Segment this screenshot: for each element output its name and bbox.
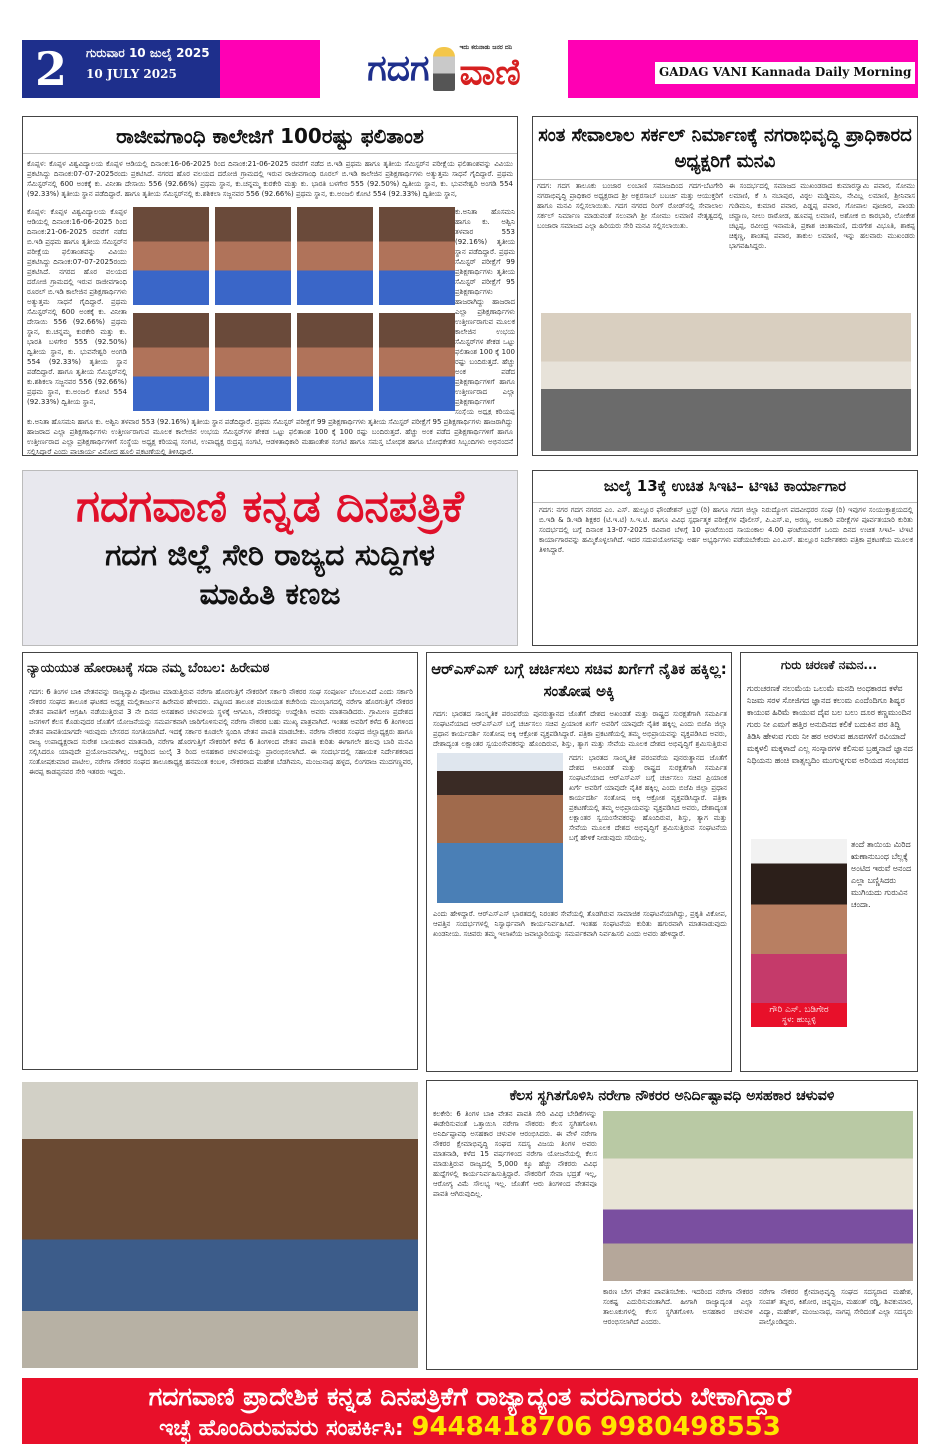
poet-place: ಸ್ಥಳ: ಹುಬ್ಬಳ್ಳಿ — [782, 1015, 816, 1024]
poet-caption — [751, 1003, 847, 1027]
protest-photo-left — [22, 1082, 418, 1368]
student-photo — [379, 313, 455, 411]
date-box — [80, 40, 220, 98]
ad-line-2 — [22, 1412, 918, 1442]
date-kannada: ಗುರುವಾರ 10 ಜುಲೈ 2025 — [86, 46, 210, 60]
banner-line-3: ಮಾಹಿತಿ ಕಣಜ — [199, 577, 341, 612]
page-number: 2 — [22, 40, 80, 98]
article-body-right: ಈ ಸಂದರ್ಭದಲ್ಲಿ ಸಮಾಜದ ಮುಖಂಡರಾದ ಕುಮಾರಸ್ವಾಮಿ ಪವಾರ, ಸೋಮು ಲಮಾಣಿ, ಕೆ ಸಿ ನಬಾಪುರ, ವಿಠ್ಠಲ ಮಡ್ಡಿಮನಿ, ನೇವಿಬ್ಲ ಲಮಾಣಿ, ಶ್ರೀನಿವಾಸ ಗುಡಿಮನಿ, ಕುಮಾರ ಪವಾರ, ಪಿಡ್ಡಪ್ಪ ಪವಾರ, ಗೋಪಾಲ ಪೂಜಾರ, ಪಾಂಡು ಚವ್ಹಾಣ, ನೀಲು ರಾಠೋಡ, ಹೂವಪ್ಪ ಲಮಾಣಿ, ಅಶೋಕ ಬಿ ಕಾರಭಾರಿ, ಲೋಕೇಶ ಚಟ್ಟಪ್ಪ, ರವೀಂದ್ರ ಇನಾಮತಿ, ಪ್ರಕಾಶ ಚಿಂತಾಮಣಿ, ದುರಗೇಶ ವಿಭೂತಿ, ಶಾಕಪ್ಪ ಚಿಕ್ಕಣ್ಣ, ಶಾಂತಪ್ಪ ಪವಾರ, ತಾಕುಲ ಲಮಾಣಿ, ಇನ್ನು ಹಲವಾರು ಮುಖಂಡರು ಭಾಗವಹಿಸಿದ್ದರು. — [729, 182, 915, 250]
article-body-right-col: ಕು.ಅನಿತಾ ಹೊಸಮನಿ ಹಾಗೂ ಕು. ಅಶ್ವಿನಿ ತಳವಾರ 553 (92.16%) ತೃತೀಯ ಸ್ಥಾನ ಪಡೆದಿದ್ದಾರೆ. ಪ್ರಥಮ ಸೆಮಿಸ್ಟರ್ ಪರೀಕ್ಷೆಗೆ 99 ಪ್ರಶಿಕ್ಷಣಾರ್ಥಿಗಳು ತೃತೀಯ ಸೆಮಿಸ್ಟರ್ ಪರೀಕ್ಷೆಗೆ 95 ಪ್ರಶಿಕ್ಷಣಾರ್ಥಿಗಳು ಹಾಜರಾಗಿದ್ದು ಹಾಜರಾದ ಎಲ್ಲಾ ಪ್ರಶಿಕ್ಷಣಾರ್ಥಿಗಳು ಉತ್ತೀರ್ಣರಾಗುವ ಮೂಲಕ ಕಾಲೇಜಿನ ಉಭಯ ಸೆಮಿಸ್ಟರ್‌ಗಳ ಶೇಕಡ ಒಟ್ಟು ಫಲಿತಾಂಶ 100 ಕ್ಕೆ 100 ರಷ್ಟು ಬಂದಿರುತ್ತದೆ. ಹೆಚ್ಚು ಅಂಕ ಪಡೆದ ಪ್ರಶಿಕ್ಷಣಾರ್ಥಿಗಳಿಗೆ ಹಾಗೂ ಉತ್ತೀರ್ಣರಾದ ಎಲ್ಲಾ ಪ್ರಶಿಕ್ಷಣಾರ್ಥಿಗಳಿಗೆ ಸಂಸ್ಥೆಯ ಅಧ್ಯಕ್ಷ ಕರಿಯಪ್ಪ — [455, 208, 515, 415]
article-body-side: ಗದಗ: ಭಾರತದ ಸಾಂಸ್ಕೃತಿಕ ಪರಂಪರೆಯ ಪುನರುತ್ಥಾನದ ಜೊತೆಗೆ ದೇಶದ ಅಖಂಡತೆ ಮತ್ತು ರಾಷ್ಟ್ರದ ಸುರಕ್ಷತೆಗಾಗಿ ಸಮರ್ಪಿತ ಸಂಘಟನೆಯಾದ ಆರ್‌ಎಸ್‌ಎಸ್ ಬಗ್ಗೆ ಚರ್ಚಿಸಲು ಸಚಿವ ಪ್ರಿಯಾಂಕ ಖರ್ಗೆ ಅವರಿಗೆ ಯಾವುದೇ ನೈತಿಕ ಹಕ್ಕಿಲ್ಲ ಎಂದು ಬಿಜೆಪಿ ಜಿಲ್ಲಾ ಪ್ರಧಾನ ಕಾರ್ಯದರ್ಶಿ ಸಂತೋಷ ಅಕ್ಕಿ ಆಕ್ರೋಶ ವ್ಯಕ್ತಪಡಿಸಿದ್ದಾರೆ. ಪತ್ರಿಕಾ ಪ್ರಕಟಣೆಯಲ್ಲಿ ತಮ್ಮ ಅಭಿಪ್ರಾಯವನ್ನು ವ್ಯಕ್ತಪಡಿಸಿದ ಅವರು, ದೇಶಾದ್ಯಂತ ಲಕ್ಷಾಂತರ ಸ್ವಯಂಸೇವಕರನ್ನು ಹೊಂದಿರುವ, ಶಿಸ್ತು, ತ್ಯಾಗ ಮತ್ತು ಸೇವೆಯ ಮೂಲಕ ದೇಶದ ಅಭಿವೃದ್ಧಿಗೆ ಶ್ರಮಿಸುತ್ತಿರುವ ಸಂಘಟನೆಯ ಬಗ್ಗೆ ಹೇಳಿಕೆ ನೀಡುವುದು ಸರಿಯಲ್ಲ. — [569, 754, 727, 842]
student-photos — [131, 207, 451, 415]
santosh-akki-photo — [437, 753, 563, 903]
ad-phone-1: 9448418706 — [411, 1412, 593, 1442]
article-body-left-col: ಕೊಪ್ಪಳ: ಕೊಪ್ಪಳ ವಿಶ್ವವಿದ್ಯಾಲಯ ಕೊಪ್ಪಳ ಆಡಿಯಲ್ಲಿ ದಿನಾಂಕ:16-06-2025 ರಿಂದ ದಿನಾಂಕ:21-06-2025 ರವರೆಗೆ ನಡೆದ ಬಿ.ಇಡಿ ಪ್ರಥಮ ಹಾಗೂ ತೃತೀಯ ಸೆಮಿಸ್ಟರ್‌ನ ಪರೀಕ್ಷೆಯ ಫಲಿತಾಂಶವನ್ನು ವಿವಿಯು ಪ್ರಕಟಿಸಿದ್ದು ದಿನಾಂಕ:07-07-2025ರಂದು ಪ್ರಕಟಿಸಿದೆ. ನಗರದ ಹೊರ ವಲಯದ ದರೋಜಿ ಗ್ರಾಮದಲ್ಲಿ ಇರುವ ರಾಜೀವಗಾಂಧಿ ರೂರಲ್ ಬಿ.ಇಡಿ ಕಾಲೇಜಿನ ಪ್ರಶಿಕ್ಷಣಾರ್ಥಿಗಳು ಅತ್ಯುತ್ತಮ ಸಾಧನೆ ಗೈದಿದ್ದಾರೆ. ಪ್ರಥಮ ಸೆಮಿಸ್ಟರ್‌ನಲ್ಲಿ 600 ಅಂಕಕ್ಕೆ ಕು. ವಿನೀತಾ ದೇಸಾಯಿ 556 (92.66%) ಪ್ರಥಮ ಸ್ಥಾನ, ಕು.ಚನ್ನಮ್ಮ ಕುರಕೇರಿ ಮತ್ತು ಕು. ಭಾರತಿ ಬಳಗೇರ 555 (92.50%) ದ್ವಿತೀಯ ಸ್ಥಾನ, ಕು. ಭುವನೇಶ್ವರಿ ಅಂಗಡಿ 554 (92.33%) ತೃತೀಯ ಸ್ಥಾನ ಪಡೆದಿದ್ದಾರೆ. ಹಾಗೂ ತೃತೀಯ ಸೆಮಿಸ್ಟರ್‌ನಲ್ಲಿ ಕು.ಶಶಿಕಲಾ ಸಜ್ಜನವರ 556 (92.66%) ಪ್ರಥಮ ಸ್ಥಾನ, ಕು.ಅಂಜಲಿ ಕೋಟಿ 554 (92.33%) ದ್ವಿತೀಯ ಸ್ಥಾನ, — [27, 208, 127, 406]
paper-name: GADAG VANI Kannada Daily Morning — [655, 62, 915, 84]
article-cet-tet-workshop — [532, 470, 918, 646]
logo-tagline: ಇದು ಕರುನಾಡು ಜನರ ದನಿ — [459, 44, 513, 51]
banner-line-2: ಗದಗ ಜಿಲ್ಲೆ ಸೇರಿ ರಾಜ್ಯದ ಸುದ್ದಿಗಳ — [105, 538, 435, 573]
protest-photo-right — [603, 1111, 913, 1281]
article-body-bottom: ಎಂದು ಹೇಳಿದ್ದಾರೆ. ಆರ್‌ಎಸ್‌ಎಸ್ ಭಾರತದಲ್ಲಿ ನಿರಂತರ ಸೇವೆಯಲ್ಲಿ ತೊಡಗಿರುವ ಸಾಮಾಜಿಕ ಸಂಘಟನೆಯಾಗಿದ್ದು, ಪ್ರಕೃತಿ ವಿಕೋಪ, ಆಪತ್ತಿನ ಸಂದರ್ಭಗಳಲ್ಲಿ ನಿಸ್ವಾರ್ಥವಾಗಿ ಕಾರ್ಯನಿರ್ವಹಿಸಿದೆ. ಇಂತಹ ಸಂಘಟನೆಯ ಕುರಿತು ಹಗುರವಾಗಿ ಮಾತನಾಡುವುದು ಖಂಡನೀಯ. ಸಚಿವರು ತಮ್ಮ ಇಲಾಖೆಯ ಜವಾಬ್ದಾರಿಯನ್ನು ಸಮರ್ಪಕವಾಗಿ ನಿರ್ವಹಿಸಲಿ ಎಂದು ಅವರು ಹೇಳಿದ್ದಾರೆ. — [433, 910, 727, 938]
logo-left: ಗದಗ — [367, 48, 430, 89]
statue-icon — [433, 47, 455, 91]
article-body-bottom: ಕು.ಅನಿತಾ ಹೊಸಮನಿ ಹಾಗೂ ಕು. ಅಶ್ವಿನಿ ತಳವಾರ 553 (92.16%) ತೃತೀಯ ಸ್ಥಾನ ಪಡೆದಿದ್ದಾರೆ. ಪ್ರಥಮ ಸೆಮಿಸ್ಟರ್ ಪರೀಕ್ಷೆಗೆ 99 ಪ್ರಶಿಕ್ಷಣಾರ್ಥಿಗಳು ತೃತೀಯ ಸೆಮಿಸ್ಟರ್ ಪರೀಕ್ಷೆಗೆ 95 ಪ್ರಶಿಕ್ಷಣಾರ್ಥಿಗಳು ಹಾಜರಾಗಿದ್ದು ಹಾಜರಾದ ಎಲ್ಲಾ ಪ್ರಶಿಕ್ಷಣಾರ್ಥಿಗಳು ಉತ್ತೀರ್ಣರಾಗುವ ಮೂಲಕ ಕಾಲೇಜಿನ ಉಭಯ ಸೆಮಿಸ್ಟರ್‌ಗಳ ಶೇಕಡ ಒಟ್ಟು ಫಲಿತಾಂಶ 100 ಕ್ಕೆ 100 ರಷ್ಟು ಬಂದಿರುತ್ತದೆ. ಹೆಚ್ಚು ಅಂಕ ಪಡೆದ ಪ್ರಶಿಕ್ಷಣಾರ್ಥಿಗಳಿಗೆ ಹಾಗೂ ಉತ್ತೀರ್ಣರಾದ ಎಲ್ಲಾ ಪ್ರಶಿಕ್ಷಣಾರ್ಥಿಗಳಿಗೆ ಸಂಸ್ಥೆಯ ಅಧ್ಯಕ್ಷ ಕರಿಯಪ್ಪ ಸಂಗಟಿ, ಉಪಾಧ್ಯಕ್ಷ ರುದ್ರಪ್ಪ ಸಂಗಟಿ, ಆಡಳಿತಾಧಿಕಾರಿ ಮಹಾಂತೇಶ ಸಂಗಟಿ ಹಾಗೂ ಸಮಸ್ತ ಬೋಧಕ ಹಾಗೂ ಬೋಧಕೇತರ ಸಿಬ್ಬಂದಿಗಳು ಅಭಿನಂದನೆ ಸಲ್ಲಿಸಿದ್ದಾರೆ ಎಂದು ಪ್ರಾಚಾರ್ಯ ವಿನೋದ ಹೂಲಿ ಪ್ರಕಟಣೆಯಲ್ಲಿ ತಿಳಿಸಿದ್ದಾರೆ. — [27, 418, 513, 455]
article-headline: ಕೆಲಸ ಸ್ಥಗಿತಗೊಳಿಸಿ ನರೇಗಾ ನೌಕರರ ಅನಿರ್ದಿಷ್ಟಾವಧಿ ಅಸಹಕಾರ ಚಳುವಳಿ — [509, 1088, 835, 1104]
article-body-left: ಗದಗ: ಗದಗ ತಾಲೂಕು ಬಂಜಾರ ಲಂಬಾಣಿ ಸಮಾಜದಿಂದ ಗದಗ-ಬೆಟಗೇರಿ ನಗರಾಭಿವೃದ್ಧಿ ಪ್ರಾಧಿಕಾರ ಅಧ್ಯಕ್ಷರಾದ ಶ್ರೀ ಅಕ್ಬರಸಾಬ್ ಬಬರ್ಚಿ ಮತ್ತು ಆಯುಕ್ತರಿಗೆ ಹಾಗೂ ಮನವಿ ಸಲ್ಲಿಸಲಾಯಿತು. ಗದಗ ನಗರದ ರಿಂಗ್ ರೋಡ್‌ನಲ್ಲಿ ಸೇವಾಲಾಲ ಸರ್ಕಲ್ ನಿರ್ಮಾಣ ಮಾಡುವಂತೆ ಸಲುವಾಗಿ ಶ್ರೀ ಸೋಮು ಲಮಾಣಿ ನೇತೃತ್ವದಲ್ಲಿ ಬಂಜಾರಾ ಸಮಾಜದ ಎಲ್ಲಾ ಹಿರಿಯರು ಸೇರಿ ಮನವಿ ಸಲ್ಲಿಸಲಾಯಿತು. — [537, 182, 723, 230]
logo-right: ವಾಣಿ — [459, 52, 521, 93]
article-nrega-protest — [426, 1080, 918, 1370]
banner-line-1: ಗದಗವಾಣಿ ಕನ್ನಡ ದಿನಪತ್ರಿಕೆ — [76, 481, 464, 532]
student-photo — [297, 313, 373, 411]
student-photo — [133, 313, 209, 411]
article-body: ಗದಗ: ನಗರ ಗದಗ ನಗರದ ಎಂ. ಎಸ್. ಹುಲ್ಲೂರ ಫೌಂಡೇಶನ್ ಟ್ರಸ್ಟ್ (ರಿ) ಹಾಗೂ ಗದಗ ಜಿಲ್ಲಾ ನಿರುದ್ಯೋಗ ಪದವೀಧರರ ಸಂಘ (ರಿ) ಇವುಗಳ ಸಂಯುಕ್ತಾಶ್ರಯದಲ್ಲಿ ಬಿ.ಇಡಿ & ಡಿ.ಇಡಿ ಶಿಕ್ಷಕರ (ಟಿ.ಇ.ಟಿ) ಸಿ.ಇ.ಟಿ. ಹಾಗೂ ವಿವಿಧ ಸ್ಪರ್ಧಾತ್ಮಕ ಪರೀಕ್ಷೆಗಳ ಪೊಲೀಸ್, ಪಿ.ಎಸ್.ಐ, ಅರಣ್ಯ, ಅಬಕಾರಿ ಪರೀಕ್ಷೆಗಳ ಪೂರ್ವತಯಾರಿ ಕುರಿತು ಸಂದರ್ಭದಲ್ಲಿ ಬಗ್ಗೆ ದಿನಾಂಕ 13-07-2025 ರವಿವಾರ ಬೆಳಿಗ್ಗೆ 10 ಘಂಟೆಯಿಂದ ಸಾಯಂಕಾಲ 4.00 ಘಂಟೆಯವರೆಗೆ ಒಂದು ದಿನದ ಉಚಿತ ಸಿಇಟಿ– ಟಿಇಟಿ ಕಾರ್ಯಾಗಾರವನ್ನು ಹಮ್ಮಿಕೊಳ್ಳಲಾಗಿದೆ. ಇದರ ಸದುಪಯೋಗವನ್ನು ಅರ್ಹ ಅಭ್ಯರ್ಥಿಗಳು ಪಡೆಯಬೇಕೆಂದು ಎಂ.ಎಸ್. ಹುಲ್ಲೂರ ನಿರ್ದೇಶಕರು ಪತ್ರಿಕಾ ಪ್ರಕಟಣೆಯ ಮೂಲಕ ತಿಳಿಸಿದ್ದಾರೆ. — [539, 506, 913, 554]
article-body: ಗದಗ: 6 ತಿಂಗಳ ಬಾಕಿ ವೇತನವನ್ನು ರಾಜ್ಯವ್ಯಾಪಿ ಪೋರಾಟ ಮಾಡುತ್ತಿರುವ ನರೇಗಾ ಹೊರಗುತ್ತಿಗೆ ನೌಕರರಿಗೆ ಸರ್ಕಾರಿ ನೌಕರರ ಸಂಘ ಸಂಪೂರ್ಣ ಬೆಂಬಲವಿದೆ ಎಂದು ಸರ್ಕಾರಿ ನೌಕರರ ಸಂಘದ ತಾಲೂಕ ಘಟಕದ ಅಧ್ಯಕ್ಷ ಮಲ್ಲಿಕಾರ್ಜುನ ಹಿರೇಮಠ ಹೇಳಿದರು. ಪಟ್ಟಣದ ತಾಲೂಕ ಪಂಚಾಯತ ಕಚೇರಿಯ ಮುಂಭಾಗದಲ್ಲಿ ನರೇಗಾ ಹೊರಗುತ್ತಿಗೆ ನೌಕರರ ವೇತನ ಪಾವತಿಗೆ ಆಗ್ರಹಿಸಿ ನಡೆಯುತ್ತಿರುವ 3 ನೇ ದಿನದ ಅಸಹಕಾರ ಚಳುವಳಿಯ ಸ್ಥಳಕ್ಕೆ ಆಗಮಿಸಿ, ನೌಕರರನ್ನು ಉದ್ದೇಶಿಸಿ ಅವರು ಮಾತನಾಡಿದರು. ಗ್ರಾಮೀಣ ಪ್ರದೇಶದ ಜನಗಳಿಗೆ ಕೆಲಸ ಕೊಡುವುದರ ಜೊತೆಗೆ ಯೋಜನೆಯನ್ನು ಸಮರ್ಪಕವಾಗಿ ಜಾರಿಗೊಳಿಸುವಲ್ಲಿ ನರೇಗಾ ನೌಕರರ ಬಹು ಮುಖ್ಯ ಪಾತ್ರವಾಗಿದೆ. ಇಂತಹ ಅವರಿಗೆ ಕಳೆದ 6 ತಿಂಗಳಿಂದ ವೇತನ ಪಾವತಿಯಾಗದೇ ಇರುವುದು ಬೇಸರದ ಸಂಗತಿಯಾಗಿದೆ. ಇದಕ್ಕೆ ಸರ್ಕಾರ ಕೂಡಲೇ ಸ್ಪಂದಿಸಿ ವೇತನ ಪಾವತಿ ಮಾಡಬೇಕು. ನರೇಗಾ ನೌಕರರ ಸಂಘದ ಜಿಲ್ಲಾಧ್ಯಕ್ಷರು ಹಾಗೂ ರಾಜ್ಯ ಉಪಾಧ್ಯಕ್ಷರಾದ ಸುರೇಶ ಬಾಯಕಾರ ಮಾತನಾಡಿ, ನರೇಗಾ ಹೊರಗುತ್ತಿಗೆ ನೌಕರರಿಗೆ ಕಳೆದ 6 ತಿಂಗಳಿಂದ ವೇತನ ಪಾವತಿ ಕುರಿತು ಈಗಾಗಲೇ ಹಲವು ಬಾರಿ ಮನವಿ ಸಲ್ಲಿಸಿದರೂ ಯಾವುದೇ ಪ್ರಯೋಜನವಾಗಿಲ್ಲ. ಆದ್ದರಿಂದ ಜುಲೈ 3 ರಿಂದ ಅಸಹಕಾರ ಚಳುವಳಿಯನ್ನು ಪ್ರಾರಂಭಿಸಲಾಗಿದೆ. ಈ ಸಂದರ್ಭದಲ್ಲಿ ಸಹಾಯಕ ನಿರ್ದೇಶಕರಾದ ಸಂತೋಷಕುಮಾರ ಪಾಟೀಲ, ನರೇಗಾ ನೌಕರರ ಸಂಘದ ತಾಲೂಕಾಧ್ಯಕ್ಷ ಹನಮಂತ ಕಂಬಳಿ, ನೌಕರರಾದ ಮಹೇಶ ಬೆಡಗಿಮನಿ, ಮಂಜುನಾಥ ಹಳ್ಳದ, ಲಿಂಗರಾಜ ಮುದಗಣ್ಣವರ, ಈರಪ್ಪ ಕಾಡಪ್ಪನವರ ಸೇರಿ ಇತರರು ಇದ್ದರು. — [29, 688, 413, 776]
poem-text: ಗುರುಚರಣಕೆ ನಲುಮೆಯ ಒಲುಮೆ ಮನದಿ ಅಂಧಕಾರದ ಕಳೆವ ನಿಜಮ ಸರಳ ಸೋಜಿಗದ ಜ್ಞಾನದ ಕಲುಮ ಎಂದೆಂದಿಗೂ ಶಿಷ್ಯರ ಕಾಯುವ ಹಿರಿಮೆ ಕಾಯುವ ದೈವ ಬಲ ಬಲು ದೂರ ಕಣ್ಣಮುಂದಿನ ಗುರು ನೀ ಎಮಗೆ ಹತ್ತಿರ ಅನುದಿನದ ಕಲಿಕೆ ಬದುಕಿನ ಪರ ತಿದ್ದಿ ತಿಡಿಸಿ ಹೇಳುವ ಗುರು ನೀ ಹರ ಅರಳುವ ಹೂವಗಳಿಗೆ ರವಿಯಾದೆ ಮಕ್ಕಳಲಿ ಮಕ್ಕಳಾದೆ ಎಲ್ಲ ಸಂಸ್ಕಾರಗಳ ಕಲಿಸುವ ಬ್ರಹ್ಮನಾದೆ ಜ್ಞಾನದ ನಿಧಿಯನು ಹಂಚಿ ವಾತ್ಸಲ್ಯದಿಂ ಮುಗುಳ್ನಗುವ ಅರಿಯದ ಸಂಭವದ — [747, 684, 913, 765]
article-college-result — [22, 116, 518, 456]
date-english: 10 JULY 2025 — [86, 67, 177, 81]
article-body-mid: ಕಾರಣ ಬೇಗ ವೇತನ ಪಾವತಿಸಬೇಕು. ಇದರಿಂದ ನರೇಗಾ ನೌಕರರ ಸಂಕಷ್ಟ ಎದುರಿಸುವಂತಾಗಿದೆ. ಹೀಗಾಗಿ ರಾಜ್ಯಾದ್ಯಂತ ಎಲ್ಲಾ ತಾಲೂಕುಗಳಲ್ಲಿ ಕೆಲಸ ಸ್ಥಗಿತಗೊಳಿಸಿ ಅಸಹಕಾರ ಚಳುವಳಿ ಆರಂಭಿಸಲಾಗಿದೆ ಎಂದರು. — [603, 1288, 753, 1326]
article-rss-santosh — [426, 652, 732, 1072]
student-photo — [133, 207, 209, 305]
article-headline: ಸಂತ ಸೇವಾಲಾಲ ಸರ್ಕಲ್ ನಿರ್ಮಾಣಕ್ಕೆ ನಗರಾಭಿವೃದ್ಧಿ ಪ್ರಾಧಿಕಾರದ ಅಧ್ಯಕ್ಷರಿಗೆ ಮನವಿ — [533, 117, 917, 180]
promo-banner — [22, 470, 518, 646]
article-body-right: ನರೇಗಾ ನೌಕರರ ಕ್ಷೇಮಾಭಿವೃದ್ಧಿ ಸಂಘದ ಸದಸ್ಯರಾದ ಮಹೇಶ, ಸಂಪತ್ ತನ್ನೀರ, ಕಿಶೋರ, ಚಿನ್ನಪ್ಪಜ, ಮಹಂತ್ ರಡ್ಡಿ, ಶಿವಕುಮಾರ, ವಿದ್ಯಾ, ಮಹೇಶ್, ಮಂಜುನಾಥ, ನಾಗಪ್ಪ ಸೇರಿದಂತೆ ಎಲ್ಲಾ ಸದಸ್ಯರು ಪಾಲ್ಗೊಂಡಿದ್ದರು. — [759, 1288, 913, 1326]
reporter-wanted-ad — [22, 1378, 918, 1444]
article-body-top: ಗದಗ: ಭಾರತದ ಸಾಂಸ್ಕೃತಿಕ ಪರಂಪರೆಯ ಪುನರುತ್ಥಾನದ ಜೊತೆಗೆ ದೇಶದ ಅಖಂಡತೆ ಮತ್ತು ರಾಷ್ಟ್ರದ ಸುರಕ್ಷತೆಗಾಗಿ ಸಮರ್ಪಿತ ಸಂಘಟನೆಯಾದ ಆರ್‌ಎಸ್‌ಎಸ್ ಬಗ್ಗೆ ಚರ್ಚಿಸಲು ಸಚಿವ ಪ್ರಿಯಾಂಕ ಖರ್ಗೆ ಅವರಿಗೆ ಯಾವುದೇ ನೈತಿಕ ಹಕ್ಕಿಲ್ಲ ಎಂದು ಬಿಜೆಪಿ ಜಿಲ್ಲಾ ಪ್ರಧಾನ ಕಾರ್ಯದರ್ಶಿ ಸಂತೋಷ ಅಕ್ಕಿ ಆಕ್ರೋಶ ವ್ಯಕ್ತಪಡಿಸಿದ್ದಾರೆ. ಪತ್ರಿಕಾ ಪ್ರಕಟಣೆಯಲ್ಲಿ ತಮ್ಮ ಅಭಿಪ್ರಾಯವನ್ನು ವ್ಯಕ್ತಪಡಿಸಿದ ಅವರು, ದೇಶಾದ್ಯಂತ ಲಕ್ಷಾಂತರ ಸ್ವಯಂಸೇವಕರನ್ನು ಹೊಂದಿರುವ, ಶಿಸ್ತು, ತ್ಯಾಗ ಮತ್ತು ಸೇವೆಯ ಮೂಲಕ ದೇಶದ ಅಭಿವೃದ್ಧಿಗೆ ಶ್ರಮಿಸುತ್ತಿರುವ — [433, 710, 727, 748]
article-headline: ಆರ್‌ಎಸ್‌ಎಸ್ ಬಗ್ಗೆ ಚರ್ಚಿಸಲು ಸಚಿವ ಖರ್ಗೆಗೆ ನೈತಿಕ ಹಕ್ಕಿಲ್ಲ: ಸಂತೋಷ ಅಕ್ಕಿ — [431, 660, 727, 700]
article-body-left: ಕಲಕೇರಿ: 6 ತಿಂಗಳ ಬಾಕಿ ವೇತನ ಪಾವತಿ ಸೇರಿ ವಿವಿಧ ಬೇಡಿಕೆಗಳನ್ನು ಈಡೇರಿಸುವಂತೆ ಒತ್ತಾಯಿಸಿ ನರೇಗಾ ನೌಕರರು ಕೆಲಸ ಸ್ಥಗಿತಗೊಳಿಸಿ ಅನಿರ್ದಿಷ್ಟಾವಧಿ ಅಸಹಕಾರ ಚಳುವಳಿ ಆರಂಭಿಸಿದರು. ಈ ವೇಳೆ ನರೇಗಾ ನೌಕರರ ಕ್ಷೇಮಾಭಿವೃದ್ಧಿ ಸಂಘದ ಸದಸ್ಯ ವಿಜಯ ತಿಂಗಳ ಅವರು ಮಾತನಾಡಿ, ಕಳೆದ 15 ವರ್ಷಗಳಿಂದ ನರೇಗಾ ಯೋಜನೆಯಲ್ಲಿ ಕೆಲಸ ಮಾಡುತ್ತಿರುವ ರಾಜ್ಯದಲ್ಲಿ 5,000 ಕ್ಕೂ ಹೆಚ್ಚು ನೌಕರರು ವಿವಿಧ ಹುದ್ದೆಗಳಲ್ಲಿ ಕಾರ್ಯನಿರ್ವಹಿಸುತ್ತಿದ್ದಾರೆ. ನೌಕರರಿಗೆ ಸೇವಾ ಭದ್ರತೆ ಇಲ್ಲ, ಆರೋಗ್ಯ ವಿಮೆ ಸೌಲಭ್ಯ ಇಲ್ಲ. ಜೊತೆಗೆ ಆರು ತಿಂಗಳಿಂದ ವೇತನವೂ ಪಾವತಿ ಆಗಿರುವುದಿಲ್ಲ. — [433, 1110, 597, 1198]
article-headline: ಜುಲೈ 13ಕ್ಕೆ ಉಚಿತ ಸಿಇಟಿ– ಟಿಇಟಿ ಕಾರ್ಯಾಗಾರ — [533, 471, 917, 503]
poem-title: ಗುರು ಚರಣಕೆ ನಮನ... — [780, 658, 878, 672]
student-photo — [215, 207, 291, 305]
article-headline: ರಾಜೀವಗಾಂಧಿ ಕಾಲೇಜಿಗೆ 100ರಷ್ಟು ಫಲಿತಾಂಶ — [23, 117, 517, 154]
meeting-photo — [541, 313, 911, 451]
article-body-top: ಕೊಪ್ಪಳ: ಕೊಪ್ಪಳ ವಿಶ್ವವಿದ್ಯಾಲಯ ಕೊಪ್ಪಳ ಆಡಿಯಲ್ಲಿ ದಿನಾಂಕ:16-06-2025 ರಿಂದ ದಿನಾಂಕ:21-06-2025 ರವರೆಗೆ ನಡೆದ ಬಿ.ಇಡಿ ಪ್ರಥಮ ಹಾಗೂ ತೃತೀಯ ಸೆಮಿಸ್ಟರ್‌ನ ಪರೀಕ್ಷೆಯ ಫಲಿತಾಂಶವನ್ನು ವಿವಿಯು ಪ್ರಕಟಿಸಿದ್ದು ದಿನಾಂಕ:07-07-2025ರಂದು ಪ್ರಕಟಿಸಿದೆ. ನಗರದ ಹೊರ ವಲಯದ ದರೋಜಿ ಗ್ರಾಮದಲ್ಲಿ ಇರುವ ರಾಜೀವಗಾಂಧಿ ರೂರಲ್ ಬಿ.ಇಡಿ ಕಾಲೇಜಿನ ಪ್ರಶಿಕ್ಷಣಾರ್ಥಿಗಳು ಅತ್ಯುತ್ತಮ ಸಾಧನೆ ಗೈದಿದ್ದಾರೆ. ಪ್ರಥಮ ಸೆಮಿಸ್ಟರ್‌ನಲ್ಲಿ 600 ಅಂಕಕ್ಕೆ ಕು. ವಿನೀತಾ ದೇಸಾಯಿ 556 (92.66%) ಪ್ರಥಮ ಸ್ಥಾನ, ಕು.ಚನ್ನಮ್ಮ ಕುರಕೇರಿ ಮತ್ತು ಕು. ಭಾರತಿ ಬಳಗೇರ 555 (92.50%) ದ್ವಿತೀಯ ಸ್ಥಾನ, ಕು. ಭುವನೇಶ್ವರಿ ಅಂಗಡಿ 554 (92.33%) ತೃತೀಯ ಸ್ಥಾನ ಪಡೆದಿದ್ದಾರೆ. ಹಾಗೂ ತೃತೀಯ ಸೆಮಿಸ್ಟರ್‌ನಲ್ಲಿ ಕು.ಶಶಿಕಲಾ ಸಜ್ಜನವರ 556 (92.66%) ಪ್ರಥಮ ಸ್ಥಾನ, ಕು.ಅಂಜಲಿ ಕೋಟಿ 554 (92.33%) ದ್ವಿತೀಯ ಸ್ಥಾನ, — [27, 160, 513, 198]
student-photo — [297, 207, 373, 305]
article-headline: ನ್ಯಾಯಯುತ ಹೋರಾಟಕ್ಕೆ ಸದಾ ನಮ್ಮ ಬೆಂಬಲ: ಹಿರೇಮಠ — [27, 661, 270, 676]
student-photo — [215, 313, 291, 411]
article-sevalal-circle — [532, 116, 918, 456]
header-color-band — [220, 40, 320, 98]
ad-contact-label: ಇಚ್ಛೆ ಹೊಂದಿರುವವರು ಸಂಪರ್ಕಿಸಿ: — [159, 1416, 404, 1441]
student-photo — [379, 207, 455, 305]
poet-name: ಗೌರಿ ಎಸ್. ಬಡಿಗೇರ — [769, 1005, 829, 1015]
ad-phone-2: 9980498553 — [599, 1412, 781, 1442]
poet-photo — [751, 839, 847, 1003]
ad-line-1: ಗದಗವಾಣಿ ಪ್ರಾದೇಶಿಕ ಕನ್ನಡ ದಿನಪತ್ರಿಕೆಗೆ ರಾಜ್ಯಾದ್ಯಂತ ವರದಿಗಾರರು ಬೇಕಾಗಿದ್ದಾರೆ — [148, 1382, 792, 1411]
poem-sidebar — [740, 652, 918, 1072]
masthead-logo — [320, 40, 568, 98]
poem-text-end: ತಂದೆ ತಾಯಿಯ ಮಿರಿದ ಋಣಾನುಬಂಧ ಬೆಲ್ಲಕ್ಕೆ ಅಂಟಿದ ಇರುವೆ ಅನಂದ ಎಲ್ಲಾ ಬಣ್ಣಿಸಿದರು ಮುಗಿಯದು ಗುರುವಿನ ಚಂದಾ. — [851, 840, 912, 909]
article-hiremath-support — [22, 652, 418, 1070]
